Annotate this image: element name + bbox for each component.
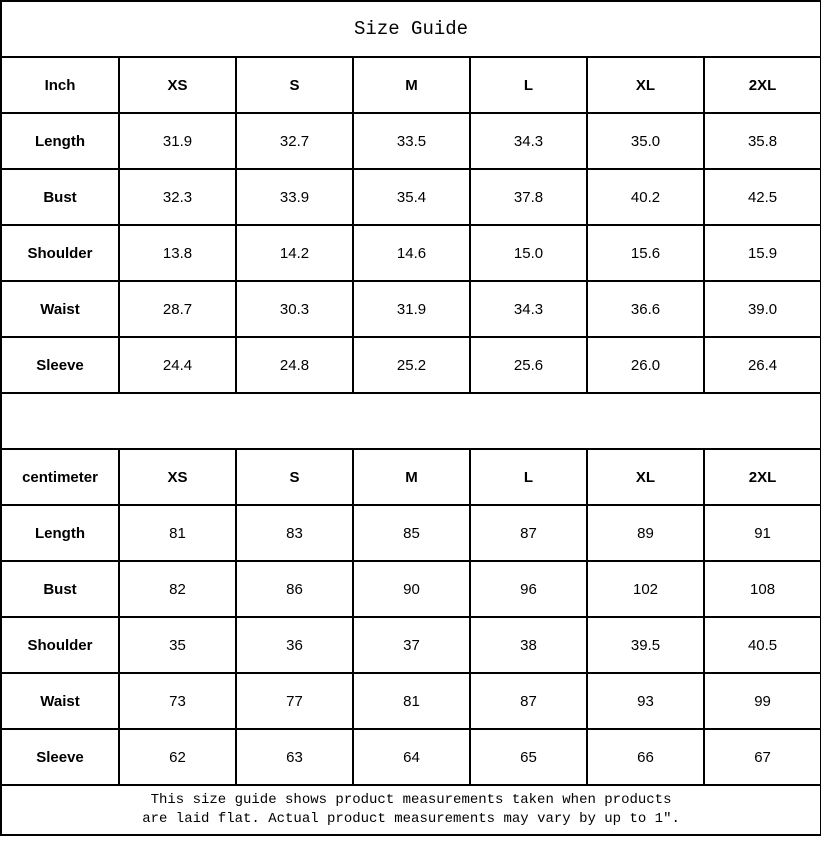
measurement-cell: 96 <box>470 561 587 617</box>
measurement-cell: 34.3 <box>470 113 587 169</box>
measurement-cell: 37 <box>353 617 470 673</box>
size-column-header: XS <box>119 449 236 505</box>
measurement-cell: 36 <box>236 617 353 673</box>
footer-note-line1: This size guide shows product measurements taken when products <box>150 792 672 808</box>
measurement-cell: 93 <box>587 673 704 729</box>
spacer-cell <box>1 393 821 449</box>
measurement-cell: 14.2 <box>236 225 353 281</box>
measurement-cell: 73 <box>119 673 236 729</box>
measurement-cell: 87 <box>470 673 587 729</box>
footer-row <box>1 785 821 835</box>
size-column-header: XS <box>119 57 236 113</box>
measurement-cell: 31.9 <box>353 281 470 337</box>
measurement-cell: 26.0 <box>587 337 704 393</box>
row-label: Length <box>1 505 119 561</box>
measurement-cell: 31.9 <box>119 113 236 169</box>
measurement-row <box>1 169 821 225</box>
measurement-cell: 62 <box>119 729 236 785</box>
unit-label: Inch <box>1 57 119 113</box>
row-label: Sleeve <box>1 337 119 393</box>
measurement-cell: 13.8 <box>119 225 236 281</box>
size-header-row <box>1 449 821 505</box>
measurement-row <box>1 729 821 785</box>
measurement-cell: 89 <box>587 505 704 561</box>
measurement-cell: 85 <box>353 505 470 561</box>
row-label: Sleeve <box>1 729 119 785</box>
measurement-cell: 33.9 <box>236 169 353 225</box>
row-label: Bust <box>1 169 119 225</box>
measurement-cell: 40.2 <box>587 169 704 225</box>
measurement-cell: 25.2 <box>353 337 470 393</box>
measurement-row <box>1 113 821 169</box>
measurement-cell: 35.0 <box>587 113 704 169</box>
measurement-cell: 32.3 <box>119 169 236 225</box>
row-label: Bust <box>1 561 119 617</box>
measurement-cell: 14.6 <box>353 225 470 281</box>
measurement-cell: 15.6 <box>587 225 704 281</box>
measurement-cell: 15.9 <box>704 225 821 281</box>
size-column-header: M <box>353 449 470 505</box>
row-label: Shoulder <box>1 225 119 281</box>
row-label: Shoulder <box>1 617 119 673</box>
size-column-header: M <box>353 57 470 113</box>
measurement-cell: 24.8 <box>236 337 353 393</box>
measurement-cell: 33.5 <box>353 113 470 169</box>
size-header-row <box>1 57 821 113</box>
measurement-row <box>1 337 821 393</box>
measurement-row <box>1 225 821 281</box>
measurement-cell: 63 <box>236 729 353 785</box>
measurement-cell: 36.6 <box>587 281 704 337</box>
measurement-cell: 82 <box>119 561 236 617</box>
measurement-cell: 40.5 <box>704 617 821 673</box>
measurement-cell: 64 <box>353 729 470 785</box>
measurement-cell: 28.7 <box>119 281 236 337</box>
centimeter-table-section <box>1 449 821 785</box>
measurement-row <box>1 673 821 729</box>
measurement-row <box>1 617 821 673</box>
size-column-header: L <box>470 449 587 505</box>
footer-note <box>1 785 821 835</box>
measurement-cell: 67 <box>704 729 821 785</box>
measurement-cell: 99 <box>704 673 821 729</box>
measurement-cell: 65 <box>470 729 587 785</box>
measurement-row <box>1 505 821 561</box>
measurement-row <box>1 561 821 617</box>
measurement-cell: 30.3 <box>236 281 353 337</box>
measurement-cell: 77 <box>236 673 353 729</box>
measurement-cell: 35 <box>119 617 236 673</box>
measurement-cell: 32.7 <box>236 113 353 169</box>
spacer-row <box>1 393 821 449</box>
measurement-cell: 81 <box>353 673 470 729</box>
measurement-cell: 108 <box>704 561 821 617</box>
measurement-cell: 25.6 <box>470 337 587 393</box>
measurement-cell: 34.3 <box>470 281 587 337</box>
measurement-cell: 83 <box>236 505 353 561</box>
measurement-cell: 42.5 <box>704 169 821 225</box>
measurement-cell: 66 <box>587 729 704 785</box>
measurement-cell: 91 <box>704 505 821 561</box>
row-label: Waist <box>1 673 119 729</box>
measurement-cell: 39.5 <box>587 617 704 673</box>
measurement-cell: 35.4 <box>353 169 470 225</box>
row-label: Waist <box>1 281 119 337</box>
measurement-cell: 90 <box>353 561 470 617</box>
footer-note-line2: are laid flat. Actual product measurements may vary by up to 1″. <box>142 811 680 827</box>
measurement-cell: 15.0 <box>470 225 587 281</box>
size-column-header: XL <box>587 57 704 113</box>
row-label: Length <box>1 113 119 169</box>
measurement-cell: 35.8 <box>704 113 821 169</box>
measurement-cell: 26.4 <box>704 337 821 393</box>
page-title: Size Guide <box>1 1 821 57</box>
size-column-header: 2XL <box>704 449 821 505</box>
size-column-header: L <box>470 57 587 113</box>
size-column-header: S <box>236 57 353 113</box>
title-row <box>1 1 821 57</box>
unit-label: centimeter <box>1 449 119 505</box>
size-column-header: XL <box>587 449 704 505</box>
size-column-header: S <box>236 449 353 505</box>
measurement-cell: 39.0 <box>704 281 821 337</box>
measurement-cell: 81 <box>119 505 236 561</box>
inch-table-section <box>1 57 821 393</box>
measurement-cell: 37.8 <box>470 169 587 225</box>
measurement-cell: 38 <box>470 617 587 673</box>
measurement-cell: 24.4 <box>119 337 236 393</box>
size-column-header: 2XL <box>704 57 821 113</box>
measurement-cell: 102 <box>587 561 704 617</box>
measurement-cell: 87 <box>470 505 587 561</box>
measurement-row <box>1 281 821 337</box>
measurement-cell: 86 <box>236 561 353 617</box>
